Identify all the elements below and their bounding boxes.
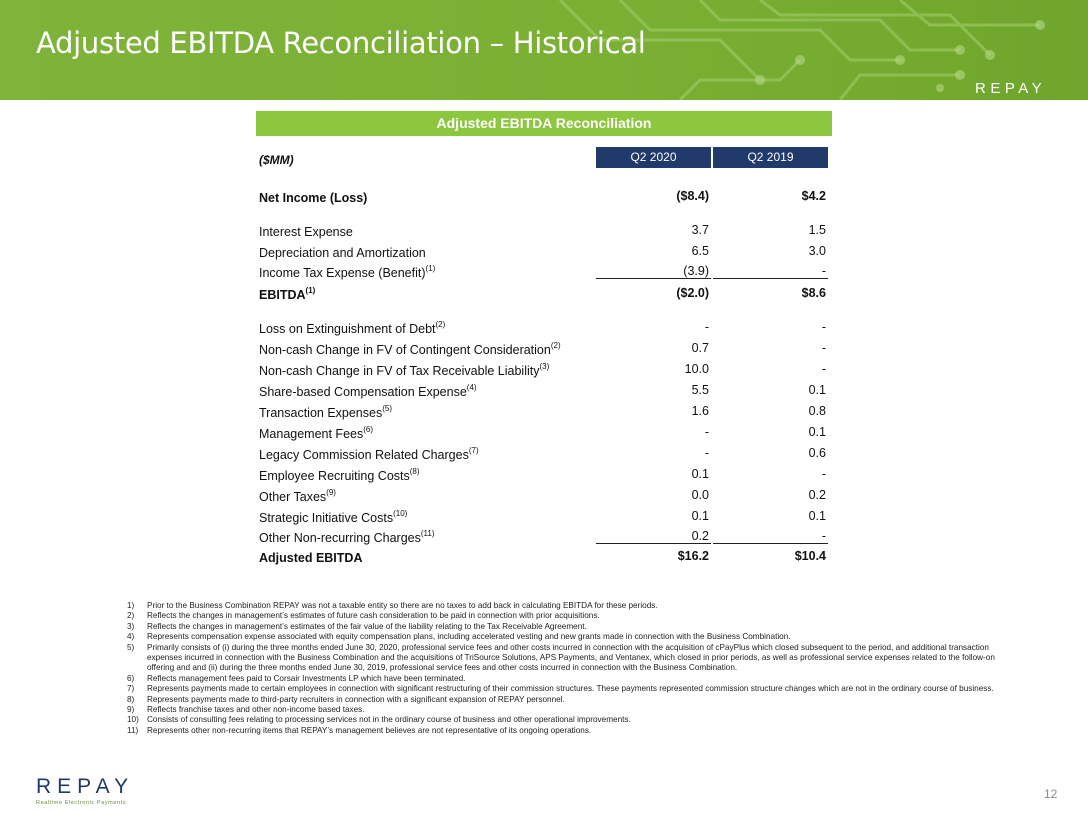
row-label: Transaction Expenses$^{(5)}$	[259, 404, 392, 420]
footnote	[120, 705, 1020, 715]
footnote-number: 10)	[127, 715, 139, 725]
value-q2-2019: 0.1	[808, 509, 826, 523]
value-q2-2019: -	[821, 362, 826, 376]
value-q2-2019: $4.2	[801, 189, 826, 203]
value-q2-2019: 1.5	[808, 223, 826, 237]
value-q2-2020: -	[704, 446, 709, 460]
table-row	[256, 546, 832, 566]
table-row	[256, 485, 832, 505]
footnote-text: Reflects management fees paid to Corsair Investments LP which have been terminated.	[147, 673, 466, 683]
table-row	[256, 422, 832, 442]
footnotes	[120, 601, 1020, 736]
footnote-number: 2)	[127, 611, 135, 621]
value-q2-2020: 1.6	[691, 404, 709, 418]
footnote	[120, 695, 1020, 705]
footnote-text: Reflects the changes in management’s estimates of future cash consideration to be paid in connection with prior acquisitions.	[147, 611, 600, 621]
footnote-text: Represents payments made to certain employees in connection with significant restructuring of their commission structures. These payments represented commission structure changes which are not in the ordinary course of business.	[147, 684, 994, 694]
value-q2-2020: -	[704, 425, 709, 439]
footnote	[120, 726, 1020, 736]
row-label: Legacy Commission Related Charges$^{(7)}$	[259, 446, 479, 462]
value-q2-2020: 5.5	[691, 383, 709, 397]
row-label: Interest Expense	[259, 225, 353, 239]
footnote-text: Represents payments made to third-party recruiters in connection with a significant expansion of REPAY personnel.	[147, 694, 565, 704]
row-label: Non-cash Change in FV of Tax Receivable Liability$^{(3)}$	[259, 362, 550, 378]
table-row	[256, 186, 832, 206]
units-label: ($MM)	[259, 153, 294, 167]
row-label: Adjusted EBITDA	[259, 551, 363, 565]
value-q2-2020: -	[704, 320, 709, 334]
value-q2-2019: -	[713, 529, 828, 544]
column-header-q2-2020: Q2 2020	[596, 147, 711, 168]
value-q2-2020: 3.7	[691, 223, 709, 237]
footnote-text: Reflects franchise taxes and other non-income based taxes.	[147, 705, 365, 715]
value-q2-2019: 0.1	[808, 383, 826, 397]
row-label: Employee Recruiting Costs$^{(8)}$	[259, 467, 420, 483]
value-q2-2019: $8.6	[801, 286, 826, 300]
slide-title: Adjusted EBITDA Reconciliation – Historical	[36, 26, 646, 60]
row-label: Other Taxes$^{(9)}$	[259, 488, 336, 504]
row-label: Non-cash Change in FV of Contingent Consideration$^{(2)}$	[259, 341, 561, 357]
value-q2-2020: 0.1	[691, 509, 709, 523]
footnote	[120, 684, 1020, 694]
header-band	[0, 0, 1088, 100]
value-q2-2020: (3.9)	[596, 264, 711, 279]
footnote-number: 5)	[127, 642, 135, 652]
value-q2-2019: -	[821, 341, 826, 355]
footnote-text: Reflects the changes in management’s estimates of the fair value of the liability relating to the Tax Receivable Agreement.	[147, 621, 587, 631]
repay-logo-footer	[36, 775, 134, 806]
table-row	[256, 283, 832, 303]
row-label: Loss on Extinguishment of Debt$^{(2)}$	[259, 320, 446, 336]
footnote-text: Primarily consists of (i) during the three months ended June 30, 2020, professional service fees and other costs incurred in connection with the acquisition of cPayPlus which closed subsequent to the period, and additional transaction expenses incurred in connection with the Business Combination and the acquisitions of TriSource Solutions, APS Payments, and Ventanex, which closed in prior periods, as well as professional service expenses related to the follow-on offering and and (ii) during the three months ended June 30, 2019, professional service fees and other costs incurred in connection with the Business Combination.	[147, 642, 995, 673]
footnote	[120, 674, 1020, 684]
value-q2-2020: ($2.0)	[676, 286, 709, 300]
table-banner: Adjusted EBITDA Reconciliation	[256, 111, 832, 136]
value-q2-2019: 0.2	[808, 488, 826, 502]
table-row	[256, 220, 832, 240]
row-label: Share-based Compensation Expense$^{(4)}$	[259, 383, 477, 399]
footnote	[120, 611, 1020, 621]
row-label: Other Non-recurring Charges$^{(11)}$	[259, 529, 435, 545]
value-q2-2020: 0.1	[691, 467, 709, 481]
table-row	[256, 443, 832, 463]
footnote-number: 6)	[127, 673, 135, 683]
table-row	[256, 338, 832, 358]
row-label: Management Fees$^{(6)}$	[259, 425, 374, 441]
value-q2-2019: $10.4	[794, 549, 826, 563]
column-header-q2-2019: Q2 2019	[713, 147, 828, 168]
table-row	[256, 359, 832, 379]
value-q2-2019: 0.1	[808, 425, 826, 439]
value-q2-2019: 0.8	[808, 404, 826, 418]
value-q2-2020: 6.5	[691, 244, 709, 258]
value-q2-2020: ($8.4)	[676, 189, 709, 203]
footnote	[120, 622, 1020, 632]
table-row	[256, 261, 832, 281]
footnote-text: Consists of consulting fees relating to processing services not in the ordinary course of business and other operational improvements.	[147, 715, 631, 725]
footnote-number: 7)	[127, 684, 135, 694]
table-row	[256, 506, 832, 526]
value-q2-2020: 0.7	[691, 341, 709, 355]
value-q2-2020: $16.2	[677, 549, 709, 563]
value-q2-2019: -	[713, 264, 828, 279]
value-q2-2020: 0.0	[691, 488, 709, 502]
value-q2-2020: 10.0	[684, 362, 709, 376]
page-number: 12	[1044, 787, 1058, 801]
logo-wordmark: REPAY	[36, 775, 135, 798]
table-row	[256, 241, 832, 261]
footnote-text: Represents other non-recurring items that REPAY’s management believes are not representative of its ongoing operations.	[147, 725, 592, 735]
value-q2-2019: -	[821, 467, 826, 481]
table-row	[256, 380, 832, 400]
row-label: Net Income (Loss)	[259, 191, 368, 205]
footnote	[120, 715, 1020, 725]
footnote-number: 11)	[127, 725, 139, 735]
row-label: EBITDA$^{(1)}$	[259, 286, 316, 302]
footnote-number: 3)	[127, 621, 135, 631]
value-q2-2020: 0.2	[596, 529, 711, 544]
value-q2-2019: -	[821, 320, 826, 334]
table-row	[256, 526, 832, 546]
footnote-number: 4)	[127, 632, 135, 642]
footnote-text: Prior to the Business Combination REPAY was not a taxable entity so there are no taxes to add back in calculating EBITDA for these periods.	[147, 601, 658, 610]
footnote-number: 1)	[127, 601, 135, 610]
value-q2-2019: 0.6	[808, 446, 826, 460]
row-label: Depreciation and Amortization	[259, 246, 426, 260]
logo-tagline: Realtime Electronic Payments	[36, 800, 127, 806]
repay-logo-header: REPAY	[975, 80, 1047, 97]
row-label: Strategic Initiative Costs$^{(10)}$	[259, 509, 408, 525]
table-row	[256, 464, 832, 484]
footnote-number: 8)	[127, 694, 135, 704]
footnote-number: 9)	[127, 705, 135, 715]
footnote-text: Represents compensation expense associated with equity compensation plans, including accelerated vesting and new grants made in connection with the Business Combination.	[147, 632, 791, 642]
table-row	[256, 317, 832, 337]
footnote	[120, 632, 1020, 642]
table-row	[256, 401, 832, 421]
footnote	[120, 601, 1020, 611]
row-label: Income Tax Expense (Benefit)$^{(1)}$	[259, 264, 436, 280]
value-q2-2019: 3.0	[808, 244, 826, 258]
footnote	[120, 643, 1020, 674]
